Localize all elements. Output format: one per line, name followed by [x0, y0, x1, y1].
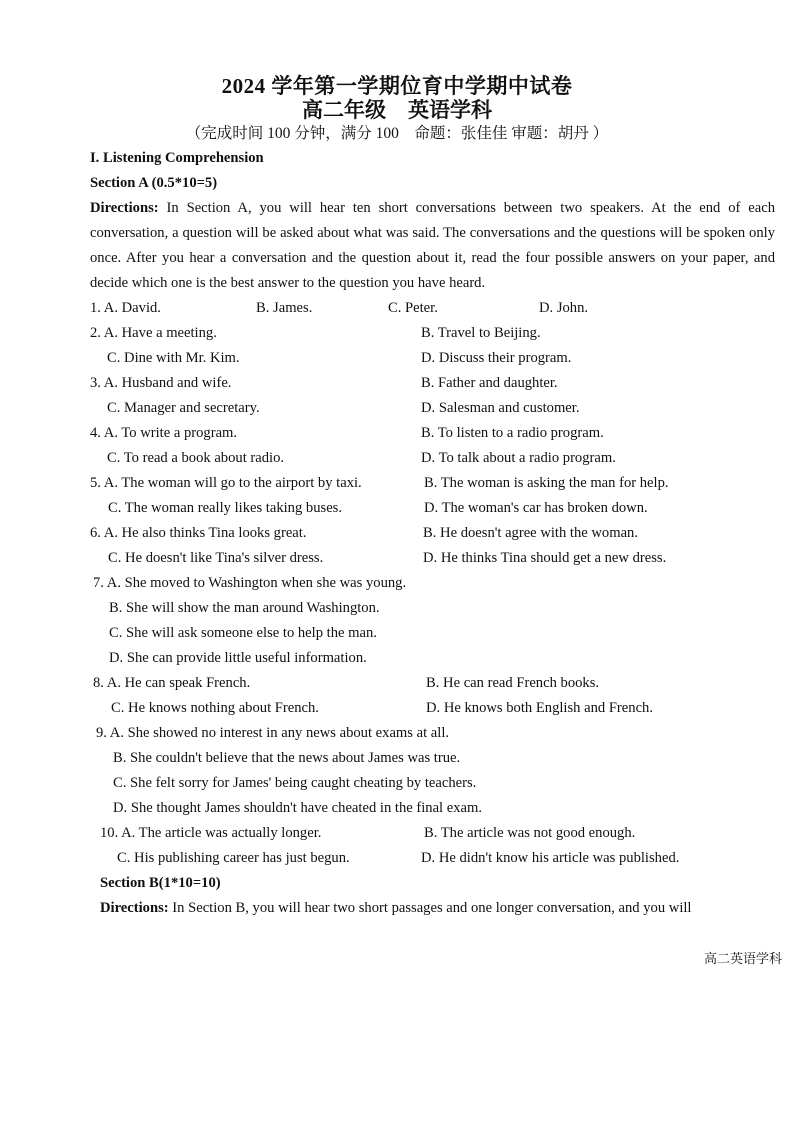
section-a-heading: Section A (0.5*10=5) [90, 175, 218, 191]
option-c: C. He doesn't like Tina's silver dress. [108, 550, 324, 566]
option-a: 3. A. Husband and wife. [90, 375, 232, 391]
question-6 [90, 521, 775, 546]
option-d: D. Discuss their program. [421, 350, 572, 366]
option-c: C. Manager and secretary. [107, 400, 260, 416]
option-b: B. She couldn't believe that the news about James was true. [113, 750, 461, 766]
option-a: 5. A. The woman will go to the airport by taxi. [90, 475, 362, 491]
exam-subtitle-grade-subject [0, 94, 794, 124]
question-7-row-4 [90, 646, 775, 671]
subject-label: 英语学科 [408, 98, 492, 122]
option-b: B. The article was not good enough. [424, 825, 636, 841]
question-2-row-2 [90, 346, 775, 371]
directions-text: In Section B, you will hear two short passages and one longer conversation, and you will [168, 900, 692, 916]
directions-label: Directions: [100, 900, 169, 916]
question-4-row-2 [90, 446, 775, 471]
question-10-row-2 [90, 846, 775, 871]
question-9-row-2 [90, 746, 775, 771]
option-a: 4. A. To write a program. [90, 425, 238, 441]
question-5 [90, 471, 775, 496]
question-10 [90, 821, 775, 846]
option-b: B. She will show the man around Washington. [109, 600, 380, 616]
option-d: D. She can provide little useful information. [109, 650, 367, 666]
option-c: C. She felt sorry for James' being caught cheating by teachers. [113, 775, 477, 791]
option-a: 6. A. He also thinks Tina looks great. [90, 525, 307, 541]
option-b: B. Father and daughter. [421, 375, 558, 391]
exam-title: 2024 学年第一学期位育中学期中试卷 [221, 74, 573, 98]
question-4 [90, 421, 775, 446]
option-b: B. He doesn't agree with the woman. [423, 525, 638, 541]
question-9-row-3 [90, 771, 775, 796]
question-1 [90, 296, 775, 321]
question-9 [90, 721, 775, 746]
question-8-row-2 [90, 696, 775, 721]
question-6-row-2 [90, 546, 775, 571]
option-d: D. She thought James shouldn't have cheated in the final exam. [113, 800, 483, 816]
option-b: B. To listen to a radio program. [421, 425, 604, 441]
section-b-heading: Section B(1*10=10) [100, 875, 221, 891]
option-a: 2. A. Have a meeting. [90, 325, 217, 341]
option-a: 1. A. David. [90, 300, 161, 316]
option-b: B. The woman is asking the man for help. [424, 475, 669, 491]
option-b: B. James. [256, 300, 313, 316]
question-7-row-3 [90, 621, 775, 646]
option-a: 9. A. She showed no interest in any news about exams at all. [96, 725, 450, 741]
option-c: C. To read a book about radio. [107, 450, 285, 466]
option-a: 8. A. He can speak French. [93, 675, 251, 691]
option-d: D. Salesman and customer. [421, 400, 580, 416]
option-c: C. He knows nothing about French. [111, 700, 319, 716]
question-7-row-2 [90, 596, 775, 621]
option-c: C. Peter. [388, 300, 438, 316]
option-d: D. He knows both English and French. [426, 700, 653, 716]
option-d: D. He thinks Tina should get a new dress. [423, 550, 667, 566]
option-d: D. The woman's car has broken down. [424, 500, 648, 516]
directions-label: Directions: [90, 200, 159, 216]
option-a: 10. A. The article was actually longer. [100, 825, 322, 841]
question-7 [90, 571, 775, 596]
option-d: D. He didn't know his article was published. [421, 850, 680, 866]
directions-text: In Section A, you will hear ten short conversations between two speakers. At the end of each conversation, a question will be asked about what was said. The conversations and the questions will be spoken only once. After you hear a conversation and the question about it, read the four possible answers on your paper, and decide which one is the best answer to the question you have heard. [90, 200, 775, 291]
option-a: 7. A. She moved to Washington when she was young. [93, 575, 407, 591]
option-b: B. He can read French books. [426, 675, 600, 691]
option-c: C. Dine with Mr. Kim. [107, 350, 240, 366]
exam-info: （完成时间 100 分钟，满分 100 命题：张佳佳 审题：胡丹 ） [185, 125, 609, 142]
option-b: B. Travel to Beijing. [421, 325, 541, 341]
option-c: C. The woman really likes taking buses. [108, 500, 342, 516]
question-3-row-2 [90, 396, 775, 421]
page-footer: 高二英语学科 [704, 952, 783, 967]
option-c: C. His publishing career has just begun. [117, 850, 350, 866]
question-3 [90, 371, 775, 396]
option-c: C. She will ask someone else to help the man. [109, 625, 377, 641]
grade-label: 高二年级 [302, 98, 386, 122]
exam-content [90, 146, 775, 921]
question-9-row-4 [90, 796, 775, 821]
part-heading: I. Listening Comprehension [90, 150, 264, 166]
question-8 [90, 671, 775, 696]
question-2 [90, 321, 775, 346]
option-d: D. John. [539, 300, 589, 316]
question-5-row-2 [90, 496, 775, 521]
option-d: D. To talk about a radio program. [421, 450, 616, 466]
section-b-directions [90, 896, 775, 921]
section-a-directions [90, 196, 775, 296]
